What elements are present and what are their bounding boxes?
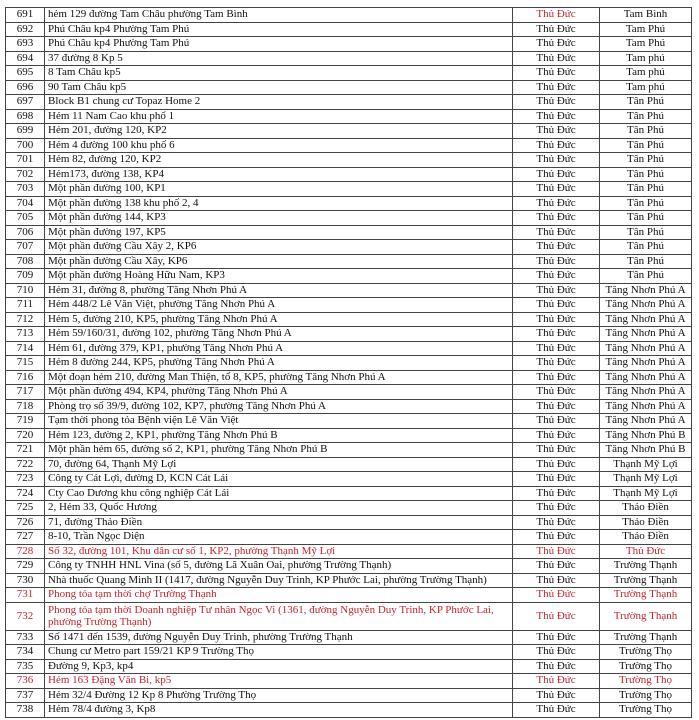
- address-cell: Công ty Cát Lợi, đường D, KCN Cát Lái: [45, 472, 513, 487]
- address-cell: 2, Hẻm 33, Quốc Hương: [45, 501, 513, 516]
- address-cell: Block B1 chung cư Topaz Home 2: [45, 95, 513, 110]
- district-cell: Thủ Đức: [513, 588, 600, 603]
- row-number-cell: 712: [6, 312, 45, 327]
- row-number-cell: 734: [6, 645, 45, 660]
- district-cell: Thủ Đức: [513, 356, 600, 371]
- address-cell: Nhà thuốc Quang Minh II (1417, đường Nguyễn Duy Trinh, KP Phước Lai, phường Trường Thạnh): [45, 573, 513, 588]
- district-cell: Thủ Đức: [513, 674, 600, 689]
- table-row: [6, 486, 692, 501]
- address-cell: Hẻm 123, đường 2, KP1, phường Tăng Nhơn Phú B: [45, 428, 513, 443]
- table-row: [6, 428, 692, 443]
- address-cell: 8-10, Trần Ngọc Diện: [45, 530, 513, 545]
- ward-cell: Trường Thọ: [600, 645, 692, 660]
- ward-cell: Tam phú: [600, 51, 692, 66]
- ward-cell: Thạnh Mỹ Lợi: [600, 472, 692, 487]
- table-row: [6, 51, 692, 66]
- row-number-cell: 697: [6, 95, 45, 110]
- district-cell: Thủ Đức: [513, 341, 600, 356]
- address-cell: Tạm thời phong tỏa Bệnh viện Lê Văn Việt: [45, 414, 513, 429]
- address-cell: Cty Cao Dương khu công nghiệp Cát Lái: [45, 486, 513, 501]
- ward-cell: Tăng Nhơn Phú A: [600, 312, 692, 327]
- address-cell: Một phần hẻm 65, đường số 2, KP1, phường Tăng Nhơn Phú B: [45, 443, 513, 458]
- address-cell: Hẻm 448/2 Lê Văn Việt, phường Tăng Nhơn Phú A: [45, 298, 513, 313]
- address-cell: Một đoạn hẻm 210, đường Man Thiện, tổ 8, KP5, phường Tăng Nhơn Phú A: [45, 370, 513, 385]
- row-number-cell: 717: [6, 385, 45, 400]
- table-row: [6, 385, 692, 400]
- row-number-cell: 705: [6, 211, 45, 226]
- address-cell: Phú Châu kp4 Phường Tam Phú: [45, 37, 513, 52]
- district-cell: Thủ Đức: [513, 22, 600, 37]
- district-cell: Thủ Đức: [513, 602, 600, 630]
- ward-cell: Tân Phú: [600, 254, 692, 269]
- row-number-cell: 709: [6, 269, 45, 284]
- row-number-cell: 728: [6, 544, 45, 559]
- ward-cell: Thảo Điền: [600, 515, 692, 530]
- district-cell: Thủ Đức: [513, 428, 600, 443]
- ward-cell: Trường Thạnh: [600, 588, 692, 603]
- ward-cell: Tân Phú: [600, 196, 692, 211]
- district-cell: Thủ Đức: [513, 515, 600, 530]
- address-cell: Số 1471 đến 1539, đường Nguyễn Duy Trinh, phường Trường Thạnh: [45, 630, 513, 645]
- district-cell: Thủ Đức: [513, 530, 600, 545]
- table-row: [6, 515, 692, 530]
- row-number-cell: 708: [6, 254, 45, 269]
- table-row: [6, 167, 692, 182]
- row-number-cell: 701: [6, 153, 45, 168]
- row-number-cell: 703: [6, 182, 45, 197]
- ward-cell: Tân Phú: [600, 240, 692, 255]
- district-cell: Thủ Đức: [513, 109, 600, 124]
- row-number-cell: 706: [6, 225, 45, 240]
- row-number-cell: 713: [6, 327, 45, 342]
- table-row: [6, 457, 692, 472]
- address-cell: Số 32, đường 101, Khu dân cư số 1, KP2, phường Thạnh Mỹ Lợi: [45, 544, 513, 559]
- row-number-cell: 722: [6, 457, 45, 472]
- district-cell: Thủ Đức: [513, 138, 600, 153]
- ward-cell: Tăng Nhơn Phú A: [600, 370, 692, 385]
- district-cell: Thủ Đức: [513, 225, 600, 240]
- ward-cell: Tân Phú: [600, 153, 692, 168]
- address-cell: 70, đường 64, Thạnh Mỹ Lợi: [45, 457, 513, 472]
- ward-cell: Thạnh Mỹ Lợi: [600, 457, 692, 472]
- address-cell: Hẻm 5, đường 210, KP5, phường Tăng Nhơn Phú A: [45, 312, 513, 327]
- ward-cell: Tam phú: [600, 66, 692, 81]
- row-number-cell: 721: [6, 443, 45, 458]
- row-number-cell: 715: [6, 356, 45, 371]
- row-number-cell: 714: [6, 341, 45, 356]
- table-row: [6, 674, 692, 689]
- ward-cell: Trường Thạnh: [600, 630, 692, 645]
- district-cell: Thủ Đức: [513, 283, 600, 298]
- row-number-cell: 707: [6, 240, 45, 255]
- row-number-cell: 720: [6, 428, 45, 443]
- ward-cell: Tăng Nhơn Phú A: [600, 341, 692, 356]
- ward-cell: Trường Thạnh: [600, 573, 692, 588]
- table-row: [6, 283, 692, 298]
- row-number-cell: 737: [6, 688, 45, 703]
- table-row: [6, 124, 692, 139]
- ward-cell: Trường Thạnh: [600, 559, 692, 574]
- row-number-cell: 696: [6, 80, 45, 95]
- row-number-cell: 726: [6, 515, 45, 530]
- district-cell: Thủ Đức: [513, 414, 600, 429]
- ward-cell: Tăng Nhơn Phú A: [600, 356, 692, 371]
- district-cell: Thủ Đức: [513, 95, 600, 110]
- district-cell: Thủ Đức: [513, 573, 600, 588]
- district-cell: Thủ Đức: [513, 269, 600, 284]
- table-row: [6, 530, 692, 545]
- address-cell: Hẻm 78/4 đường 3, Kp8: [45, 703, 513, 718]
- ward-cell: Trường Thọ: [600, 674, 692, 689]
- address-cell: Đường 9, Kp3, kp4: [45, 659, 513, 674]
- row-number-cell: 718: [6, 399, 45, 414]
- table-row: [6, 688, 692, 703]
- table-row: [6, 659, 692, 674]
- district-cell: Thủ Đức: [513, 559, 600, 574]
- ward-cell: Tăng Nhơn Phú B: [600, 428, 692, 443]
- table-row: [6, 602, 692, 630]
- row-number-cell: 704: [6, 196, 45, 211]
- row-number-cell: 725: [6, 501, 45, 516]
- ward-cell: Thủ Đức: [600, 544, 692, 559]
- row-number-cell: 710: [6, 283, 45, 298]
- address-cell: Hẻm 11 Nam Cao khu phố 1: [45, 109, 513, 124]
- table-row: [6, 501, 692, 516]
- table-row: [6, 211, 692, 226]
- district-cell: Thủ Đức: [513, 688, 600, 703]
- table-row: [6, 37, 692, 52]
- district-cell: Thủ Đức: [513, 385, 600, 400]
- ward-cell: Tân Phú: [600, 182, 692, 197]
- ward-cell: Tân Phú: [600, 109, 692, 124]
- table-row: [6, 703, 692, 718]
- ward-cell: Tăng Nhơn Phú B: [600, 443, 692, 458]
- district-cell: Thủ Đức: [513, 254, 600, 269]
- table-row: [6, 298, 692, 313]
- district-cell: Thủ Đức: [513, 630, 600, 645]
- district-cell: Thủ Đức: [513, 659, 600, 674]
- address-cell: Hẻm 8 đường 244, KP5, phường Tăng Nhơn Phú A: [45, 356, 513, 371]
- ward-cell: Trường Thọ: [600, 659, 692, 674]
- district-cell: Thủ Đức: [513, 37, 600, 52]
- table-row: [6, 182, 692, 197]
- district-cell: Thủ Đức: [513, 51, 600, 66]
- address-cell: Hẻm 163 Đặng Văn Bi, kp5: [45, 674, 513, 689]
- district-cell: Thủ Đức: [513, 443, 600, 458]
- table-row: [6, 109, 692, 124]
- address-cell: Một phần đường 197, KP5: [45, 225, 513, 240]
- ward-cell: Tam phú: [600, 80, 692, 95]
- address-cell: Hẻm173, đường 138, KP4: [45, 167, 513, 182]
- row-number-cell: 711: [6, 298, 45, 313]
- address-cell: hẻm 129 đường Tam Châu phường Tam Bình: [45, 8, 513, 23]
- district-cell: Thủ Đức: [513, 66, 600, 81]
- address-table: [5, 7, 692, 718]
- address-cell: Một phần đường 138 khu phố 2, 4: [45, 196, 513, 211]
- district-cell: Thủ Đức: [513, 196, 600, 211]
- address-cell: Hẻm 201, đường 120, KP2: [45, 124, 513, 139]
- table-row: [6, 356, 692, 371]
- table-row: [6, 254, 692, 269]
- ward-cell: Thảo Điền: [600, 530, 692, 545]
- row-number-cell: 702: [6, 167, 45, 182]
- ward-cell: Tam Phú: [600, 22, 692, 37]
- table-row: [6, 414, 692, 429]
- address-cell: Phong tỏa tạm thời chợ Trường Thạnh: [45, 588, 513, 603]
- table-row: [6, 573, 692, 588]
- table-row: [6, 472, 692, 487]
- address-cell: Hẻm 61, đường 379, KP1, phường Tăng Nhơn Phú A: [45, 341, 513, 356]
- row-number-cell: 735: [6, 659, 45, 674]
- table-row: [6, 95, 692, 110]
- table-row: [6, 312, 692, 327]
- district-cell: Thủ Đức: [513, 501, 600, 516]
- row-number-cell: 698: [6, 109, 45, 124]
- ward-cell: Tam Phú: [600, 37, 692, 52]
- table-row: [6, 225, 692, 240]
- row-number-cell: 700: [6, 138, 45, 153]
- ward-cell: Tăng Nhơn Phú A: [600, 385, 692, 400]
- ward-cell: Tam Bình: [600, 8, 692, 23]
- ward-cell: Thảo Điền: [600, 501, 692, 516]
- table-row: [6, 138, 692, 153]
- address-cell: Một phần đường Cầu Xây, KP6: [45, 254, 513, 269]
- address-cell: Một phần đường 144, KP3: [45, 211, 513, 226]
- table-row: [6, 544, 692, 559]
- table-row: [6, 443, 692, 458]
- ward-cell: Tân Phú: [600, 269, 692, 284]
- address-cell: Phòng trọ số 39/9, đường 102, KP7, phường Tăng Nhơn Phú A: [45, 399, 513, 414]
- district-cell: Thủ Đức: [513, 472, 600, 487]
- district-cell: Thủ Đức: [513, 486, 600, 501]
- table-row: [6, 240, 692, 255]
- address-cell: 71, đường Thảo Điền: [45, 515, 513, 530]
- row-number-cell: 730: [6, 573, 45, 588]
- row-number-cell: 716: [6, 370, 45, 385]
- table-row: [6, 630, 692, 645]
- address-cell: Chung cư Metro part 159/21 KP 9 Trường Thọ: [45, 645, 513, 660]
- table-row: [6, 588, 692, 603]
- district-cell: Thủ Đức: [513, 645, 600, 660]
- table-row: [6, 22, 692, 37]
- ward-cell: Tân Phú: [600, 95, 692, 110]
- district-cell: Thủ Đức: [513, 370, 600, 385]
- row-number-cell: 692: [6, 22, 45, 37]
- table-row: [6, 399, 692, 414]
- table-row: [6, 370, 692, 385]
- row-number-cell: 699: [6, 124, 45, 139]
- district-cell: Thủ Đức: [513, 457, 600, 472]
- address-cell: Hẻm 82, đường 120, KP2: [45, 153, 513, 168]
- district-cell: Thủ Đức: [513, 167, 600, 182]
- address-cell: Hẻm 32/4 Đường 12 Kp 8 Phường Trường Thọ: [45, 688, 513, 703]
- district-cell: Thủ Đức: [513, 298, 600, 313]
- district-cell: Thủ Đức: [513, 327, 600, 342]
- address-cell: 90 Tam Châu kp5: [45, 80, 513, 95]
- district-cell: Thủ Đức: [513, 8, 600, 23]
- row-number-cell: 693: [6, 37, 45, 52]
- district-cell: Thủ Đức: [513, 399, 600, 414]
- ward-cell: Tăng Nhơn Phú A: [600, 298, 692, 313]
- district-cell: Thủ Đức: [513, 182, 600, 197]
- district-cell: Thủ Đức: [513, 211, 600, 226]
- ward-cell: Thạnh Mỹ Lợi: [600, 486, 692, 501]
- table-row: [6, 327, 692, 342]
- address-cell: Một phần đường 100, KP1: [45, 182, 513, 197]
- ward-cell: Trường Thạnh: [600, 602, 692, 630]
- ward-cell: Tân Phú: [600, 138, 692, 153]
- table-row: [6, 341, 692, 356]
- ward-cell: Tân Phú: [600, 225, 692, 240]
- row-number-cell: 724: [6, 486, 45, 501]
- address-cell: Một phần đường Hoàng Hữu Nam, KP3: [45, 269, 513, 284]
- ward-cell: Trường Thọ: [600, 703, 692, 718]
- ward-cell: Tân Phú: [600, 167, 692, 182]
- district-cell: Thủ Đức: [513, 312, 600, 327]
- address-cell: Hẻm 59/160/31, đường 102, phường Tăng Nhơn Phú A: [45, 327, 513, 342]
- row-number-cell: 691: [6, 8, 45, 23]
- table-row: [6, 269, 692, 284]
- address-cell: Phong tỏa tạm thời Doanh nghiệp Tư nhân Ngọc Vi (1361, đường Nguyễn Duy Trinh, KP Phước Lai, phường Trường Thạnh): [45, 602, 513, 630]
- address-cell: Một phần đường Cầu Xây 2, KP6: [45, 240, 513, 255]
- address-cell: Công ty TNHH HNL Vina (số 5, đường Lã Xuân Oai, phường Trường Thạnh): [45, 559, 513, 574]
- address-table-body: [6, 8, 692, 718]
- row-number-cell: 694: [6, 51, 45, 66]
- row-number-cell: 695: [6, 66, 45, 81]
- district-cell: Thủ Đức: [513, 240, 600, 255]
- address-cell: 37 đường 8 Kp 5: [45, 51, 513, 66]
- table-row: [6, 153, 692, 168]
- ward-cell: Tăng Nhơn Phú A: [600, 327, 692, 342]
- district-cell: Thủ Đức: [513, 124, 600, 139]
- district-cell: Thủ Đức: [513, 544, 600, 559]
- table-row: [6, 8, 692, 23]
- district-cell: Thủ Đức: [513, 80, 600, 95]
- table-row: [6, 196, 692, 211]
- ward-cell: Tăng Nhơn Phú A: [600, 414, 692, 429]
- district-cell: Thủ Đức: [513, 153, 600, 168]
- ward-cell: Tân Phú: [600, 124, 692, 139]
- row-number-cell: 731: [6, 588, 45, 603]
- table-row: [6, 80, 692, 95]
- address-cell: 8 Tam Châu kp5: [45, 66, 513, 81]
- address-cell: Phú Châu kp4 Phường Tam Phú: [45, 22, 513, 37]
- address-cell: Hẻm 31, đường 8, phường Tăng Nhơn Phú A: [45, 283, 513, 298]
- row-number-cell: 729: [6, 559, 45, 574]
- ward-cell: Tân Phú: [600, 211, 692, 226]
- table-row: [6, 645, 692, 660]
- ward-cell: Trường Thọ: [600, 688, 692, 703]
- row-number-cell: 719: [6, 414, 45, 429]
- row-number-cell: 723: [6, 472, 45, 487]
- row-number-cell: 736: [6, 674, 45, 689]
- address-cell: Một phần đường 494, KP4, phường Tăng Nhơn Phú A: [45, 385, 513, 400]
- table-row: [6, 66, 692, 81]
- row-number-cell: 732: [6, 602, 45, 630]
- row-number-cell: 738: [6, 703, 45, 718]
- row-number-cell: 727: [6, 530, 45, 545]
- table-row: [6, 559, 692, 574]
- row-number-cell: 733: [6, 630, 45, 645]
- ward-cell: Tăng Nhơn Phú A: [600, 283, 692, 298]
- ward-cell: Tăng Nhơn Phú A: [600, 399, 692, 414]
- address-cell: Hẻm 4 đường 100 khu phố 6: [45, 138, 513, 153]
- district-cell: Thủ Đức: [513, 703, 600, 718]
